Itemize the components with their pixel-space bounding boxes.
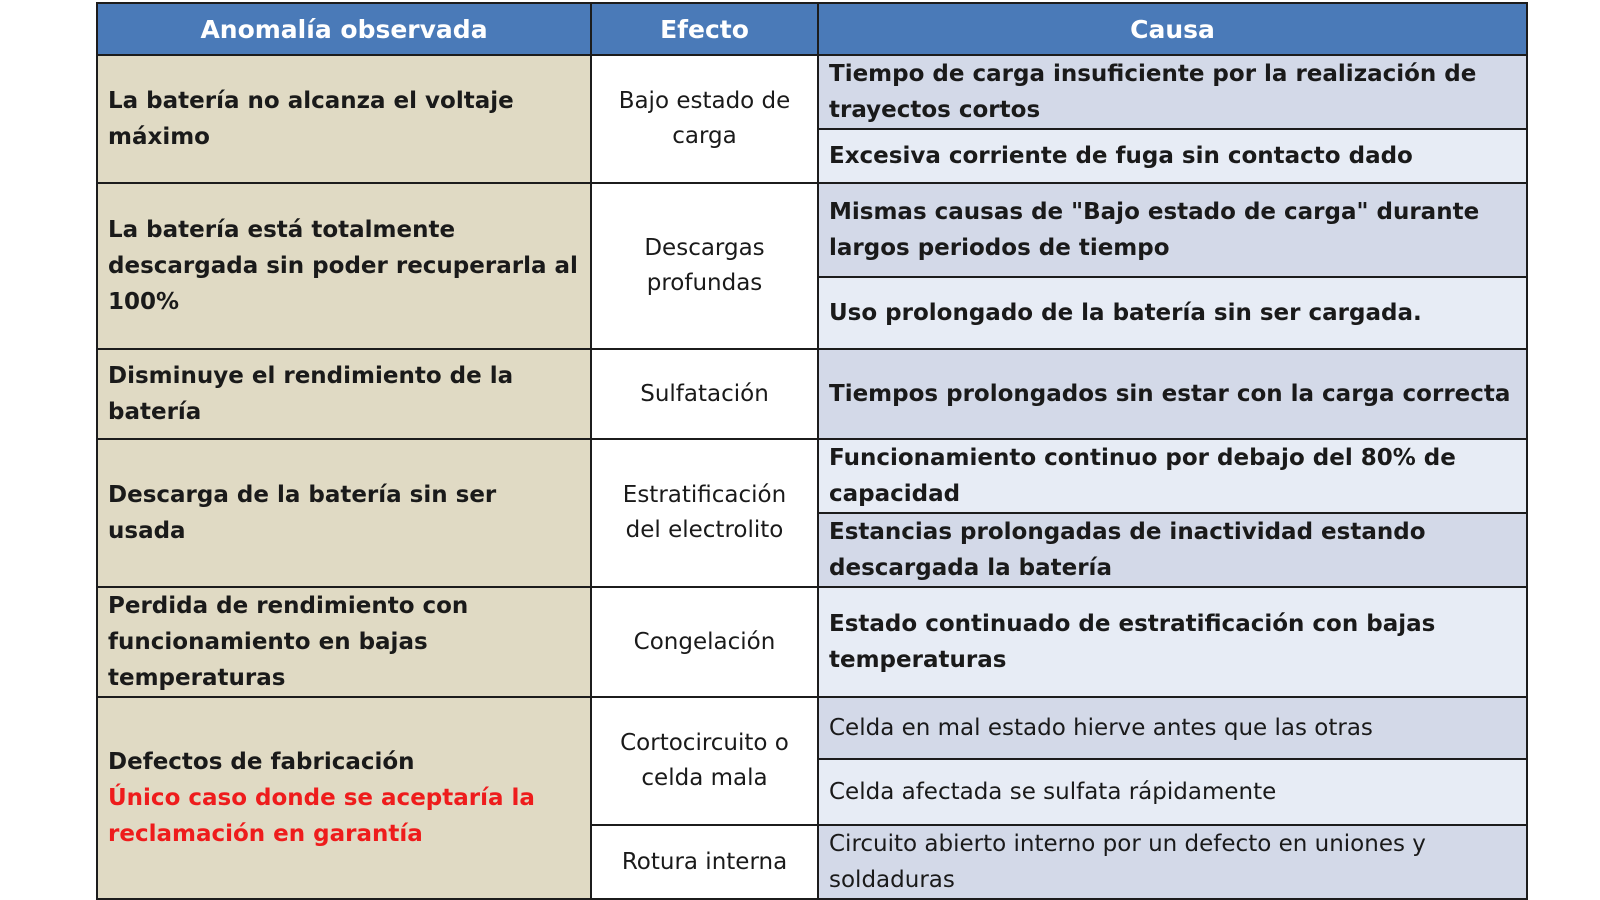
header-anomaly: Anomalía observada bbox=[97, 3, 591, 55]
cause-cell: Estancias prolongadas de inactividad estando descargada la batería bbox=[818, 513, 1527, 587]
table-row bbox=[97, 183, 1527, 277]
cause-cell: Excesiva corriente de fuga sin contacto dado bbox=[818, 129, 1527, 183]
cause-cell: Uso prolongado de la batería sin ser cargada. bbox=[818, 277, 1527, 349]
anomaly-table bbox=[96, 2, 1528, 900]
cause-cell: Funcionamiento continuo por debajo del 80% de capacidad bbox=[818, 439, 1527, 513]
effect-cell: Bajo estado de carga bbox=[591, 55, 818, 183]
effect-cell: Estratificación del electrolito bbox=[591, 439, 818, 587]
anomaly-cell: Disminuye el rendimiento de la batería bbox=[97, 349, 591, 439]
effect-cell: Rotura interna bbox=[591, 825, 818, 899]
cause-cell: Celda afectada se sulfata rápidamente bbox=[818, 759, 1527, 825]
header-cause: Causa bbox=[818, 3, 1527, 55]
effect-cell: Descargas profundas bbox=[591, 183, 818, 349]
cause-cell: Estado continuado de estratificación con bajas temperaturas bbox=[818, 587, 1527, 697]
table-row bbox=[97, 349, 1527, 439]
anomaly-cell: La batería no alcanza el voltaje máximo bbox=[97, 55, 591, 183]
anomaly-cell: Descarga de la batería sin ser usada bbox=[97, 439, 591, 587]
effect-cell: Sulfatación bbox=[591, 349, 818, 439]
effect-cell: Congelación bbox=[591, 587, 818, 697]
anomaly-cell: Perdida de rendimiento con funcionamiento en bajas temperaturas bbox=[97, 587, 591, 697]
cause-cell: Tiempo de carga insuficiente por la realización de trayectos cortos bbox=[818, 55, 1527, 129]
cause-cell: Celda en mal estado hierve antes que las otras bbox=[818, 697, 1527, 759]
anomaly-cell-warranty bbox=[97, 697, 591, 899]
table-row bbox=[97, 587, 1527, 697]
anomaly-label: Defectos de fabricación bbox=[108, 749, 415, 775]
table-row bbox=[97, 697, 1527, 759]
table-row bbox=[97, 55, 1527, 129]
cause-cell: Tiempos prolongados sin estar con la carga correcta bbox=[818, 349, 1527, 439]
effect-cell: Cortocircuito o celda mala bbox=[591, 697, 818, 825]
cause-cell: Circuito abierto interno por un defecto en uniones y soldaduras bbox=[818, 825, 1527, 899]
warranty-note: Único caso donde se aceptaría la reclamación en garantía bbox=[108, 785, 535, 847]
cause-cell: Mismas causas de "Bajo estado de carga" durante largos periodos de tiempo bbox=[818, 183, 1527, 277]
anomaly-cell: La batería está totalmente descargada sin poder recuperarla al 100% bbox=[97, 183, 591, 349]
header-row bbox=[97, 3, 1527, 55]
table-row bbox=[97, 439, 1527, 513]
header-effect: Efecto bbox=[591, 3, 818, 55]
